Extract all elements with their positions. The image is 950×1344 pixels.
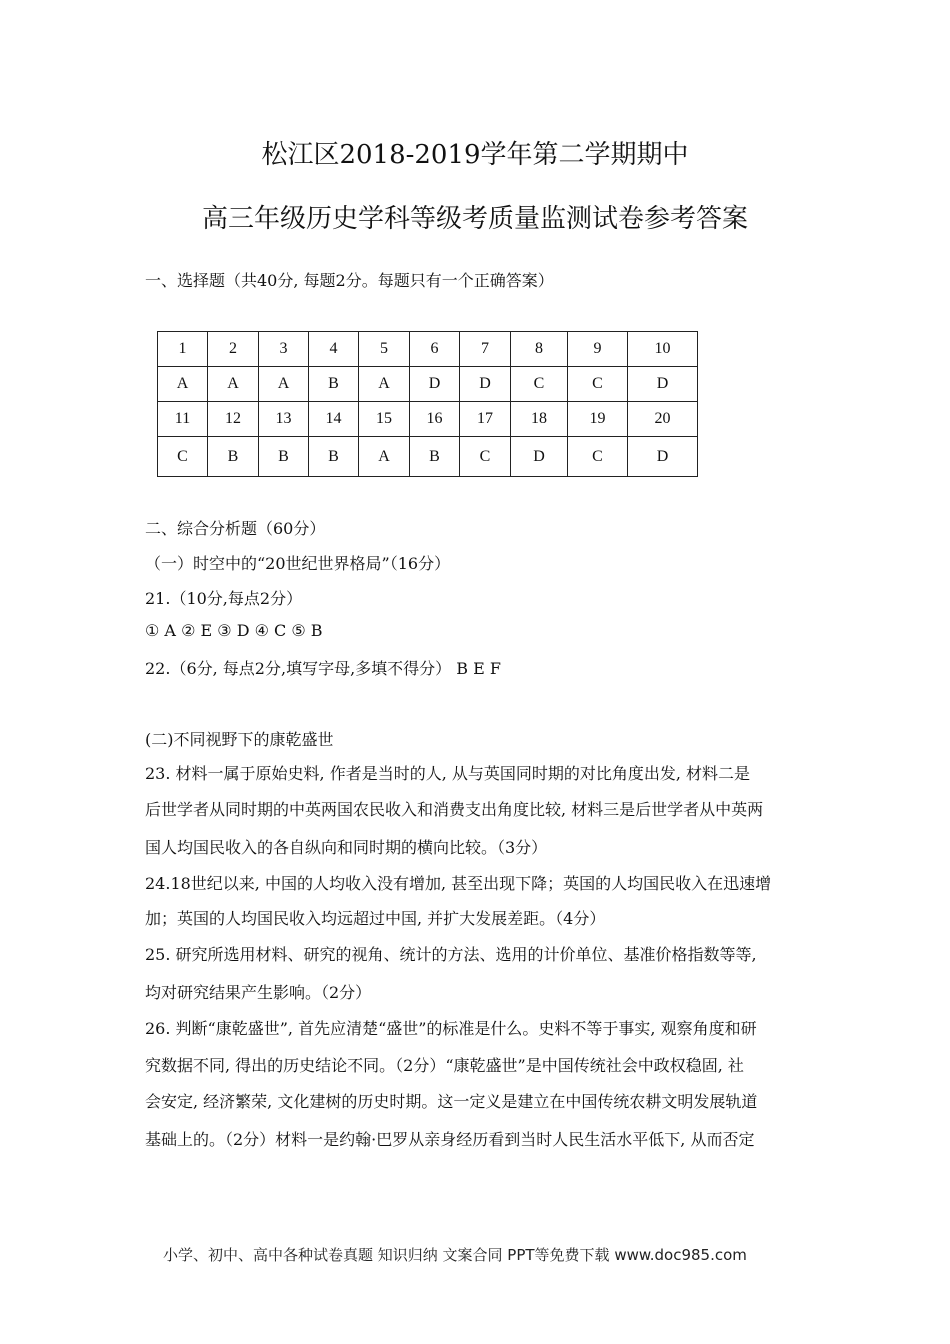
question-number-cell: 5: [359, 332, 410, 367]
question-number-cell: 17: [460, 402, 511, 437]
answer-cell: C: [568, 367, 628, 402]
answer-text-line: （一）时空中的“20世纪世界格局”（16分）: [145, 554, 451, 573]
question-number-cell: 2: [208, 332, 259, 367]
question-number-cell: 11: [158, 402, 208, 437]
answer-cell: B: [259, 437, 309, 477]
answer-text-line: 基础上的。（2分）材料一是约翰·巴罗从亲身经历看到当时人民生活水平低下, 从而否定: [145, 1130, 755, 1149]
question-number-cell: 12: [208, 402, 259, 437]
answer-text-line: 26. 判断“康乾盛世”, 首先应清楚“盛世”的标准是什么。史料不等于事实, 观察角度和研: [145, 1019, 757, 1038]
question-number-cell: 6: [410, 332, 460, 367]
question-number-cell: 14: [309, 402, 359, 437]
answer-text-line: 二、综合分析题（60分）: [145, 519, 326, 538]
question-number-cell: 9: [568, 332, 628, 367]
answer-table: [157, 331, 698, 477]
answer-text-line: 21.（10分,每点2分）: [145, 589, 303, 608]
answer-cell: B: [410, 437, 460, 477]
answer-cell: D: [460, 367, 511, 402]
question-number-cell: 13: [259, 402, 309, 437]
question-number-row: [158, 402, 698, 437]
answer-text-line: 25. 研究所选用材料、研究的视角、统计的方法、选用的计价单位、基准价格指数等等,: [145, 945, 757, 964]
answer-cell: D: [511, 437, 568, 477]
question-number-cell: 3: [259, 332, 309, 367]
question-number-cell: 1: [158, 332, 208, 367]
section-1-heading: 一、选择题（共40分, 每题2分。每题只有一个正确答案）: [145, 271, 554, 290]
answer-cell: A: [208, 367, 259, 402]
answer-cell: A: [359, 437, 410, 477]
answer-row: [158, 437, 698, 477]
answer-text-line: 均对研究结果产生影响。（2分）: [145, 983, 372, 1002]
question-number-cell: 4: [309, 332, 359, 367]
answer-text-line: 究数据不同, 得出的历史结论不同。（2分）“康乾盛世”是中国传统社会中政权稳固, 社: [145, 1056, 744, 1075]
title-line-2: 高三年级历史学科等级考质量监测试卷参考答案: [201, 204, 748, 234]
answer-text-line: (二)不同视野下的康乾盛世: [145, 730, 334, 749]
question-number-cell: 18: [511, 402, 568, 437]
answer-cell: A: [359, 367, 410, 402]
answer-cell: C: [460, 437, 511, 477]
title-line-1: 松江区2018-2019学年第二学期期中: [261, 140, 689, 170]
answer-cell: B: [309, 437, 359, 477]
question-number-cell: 8: [511, 332, 568, 367]
question-number-cell: 16: [410, 402, 460, 437]
question-number-cell: 19: [568, 402, 628, 437]
answer-text-line: 22.（6分, 每点2分,填写字母,多填不得分） B E F: [145, 659, 501, 678]
answer-text-line: 后世学者从同时期的中英两国农民收入和消费支出角度比较, 材料三是后世学者从中英两: [145, 800, 764, 819]
answer-cell: A: [259, 367, 309, 402]
question-number-cell: 20: [628, 402, 698, 437]
question-number-cell: 7: [460, 332, 511, 367]
answer-text-line: 24.18世纪以来, 中国的人均收入没有增加, 甚至出现下降；英国的人均国民收入在迅速增: [145, 874, 772, 893]
answer-text-line: 23. 材料一属于原始史料, 作者是当时的人, 从与英国同时期的对比角度出发, 材料二是: [145, 764, 751, 783]
answer-cell: D: [628, 437, 698, 477]
answer-cell: C: [568, 437, 628, 477]
answer-text-line: 加；英国的人均国民收入均远超过中国, 并扩大发展差距。（4分）: [145, 909, 606, 928]
question-number-cell: 15: [359, 402, 410, 437]
question-number-row: [158, 332, 698, 367]
question-number-cell: 10: [628, 332, 698, 367]
answer-cell: A: [158, 367, 208, 402]
answer-text-line: 国人均国民收入的各自纵向和同时期的横向比较。（3分）: [145, 838, 548, 857]
answer-cell: D: [628, 367, 698, 402]
answer-text-line: ① A ② E ③ D ④ C ⑤ B: [145, 621, 323, 640]
answer-cell: C: [511, 367, 568, 402]
footer-watermark: 小学、初中、高中各种试卷真题 知识归纳 文案合同 PPT等免费下载 www.doc985.com: [163, 1246, 747, 1264]
answer-cell: B: [309, 367, 359, 402]
answer-cell: C: [158, 437, 208, 477]
answer-text-line: 会安定, 经济繁荣, 文化建树的历史时期。这一定义是建立在中国传统农耕文明发展轨道: [145, 1092, 758, 1111]
answer-row: [158, 367, 698, 402]
answer-cell: D: [410, 367, 460, 402]
answer-cell: B: [208, 437, 259, 477]
